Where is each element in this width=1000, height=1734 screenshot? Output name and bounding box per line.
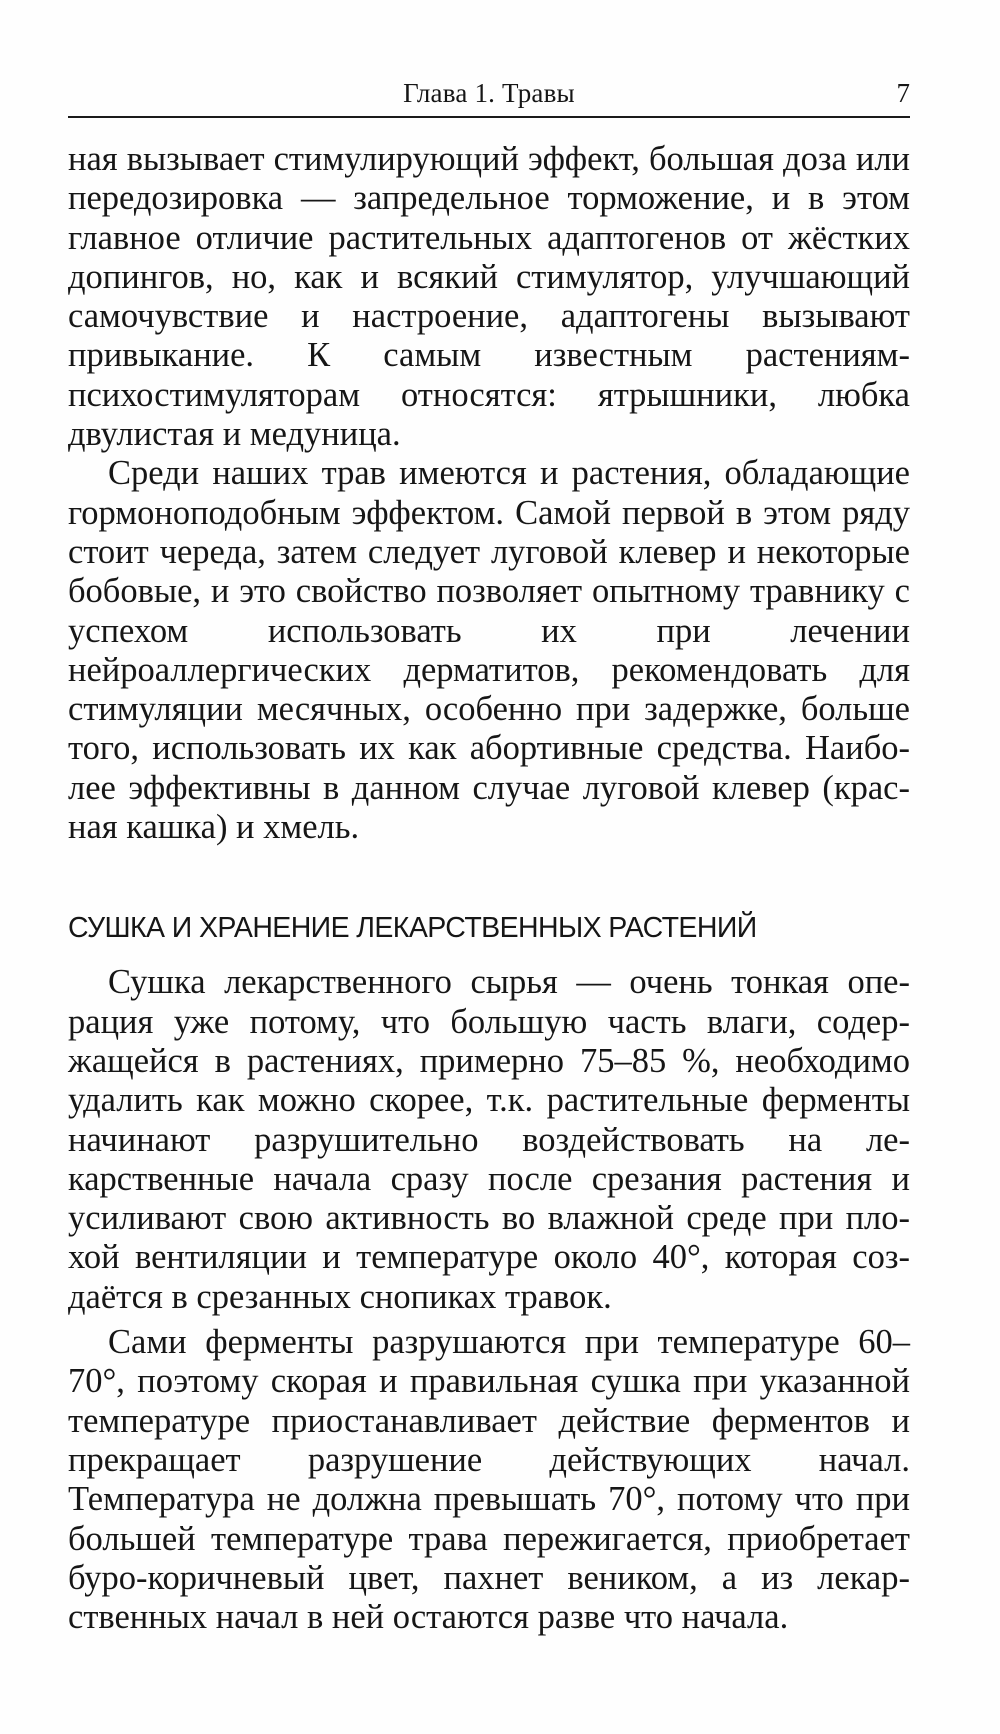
- section-heading: СУШКА И ХРАНЕНИЕ ЛЕКАРСТВЕННЫХ РАСТЕНИЙ: [68, 912, 757, 945]
- paragraph-continuation: ная вызывает стимулирующий эффект, большая доза или передозировка — запредельное торможение, и в этом главное отличие растительных адаптогенов от жёстких допингов, но, как и всякий стимулятор, улучшающий самочувствие и настроение, адаптогены вызывают привыкание. К самым известным растениям-психостимуляторам относятся: ятрышники, любка двулистая и медуница.: [68, 140, 910, 454]
- page-number: 7: [896, 78, 910, 108]
- paragraph-drying-intro: Сушка лекарственного сырья — очень тонкая операция уже потому, что большую часть влаги, содержащейся в растениях, примерно 75–85 %, необходимо удалить как можно скорее, т.к. растительные ферменты начинают разрушительно воздействовать на лекарственные начала сразу после срезания растения и усиливают свою активность во влажной среде при плохой вентиляции и температуре около 40°, которая создаётся в срезанных снопиках травок.: [68, 963, 910, 1316]
- paragraph-hormone-herbs: Среди наших трав имеются и растения, обладающие гормоноподобным эффектом. Самой первой в этом ряду стоит череда, затем следует луговой клевер и некоторые бобовые, и это свойство позволяет опытному травнику с успехом использовать их при лечении нейроаллергических дерматитов, рекомендовать для стимуляции месячных, особенно при задержке, больше того, использовать их как абортивные средства. Наиболее эффективны в данном случае луговой клевер (красная кашка) и хмель.: [68, 454, 910, 847]
- paragraph-drying-temperature: Сами ферменты разрушаются при температуре 60–70°, поэтому скорая и правильная сушка при указанной температуре приостанавливает действие ферментов и прекращает разрушение действующих начал. Температура не должна превышать 70°, потому что при большей температуре трава пережигается, приобретает буро-коричневый цвет, пахнет веником, а из лекарственных начал в ней остаются разве что начала.: [68, 1323, 910, 1637]
- running-header: [68, 76, 910, 118]
- page-body: [68, 140, 910, 1637]
- chapter-title: Глава 1. Травы: [403, 78, 575, 108]
